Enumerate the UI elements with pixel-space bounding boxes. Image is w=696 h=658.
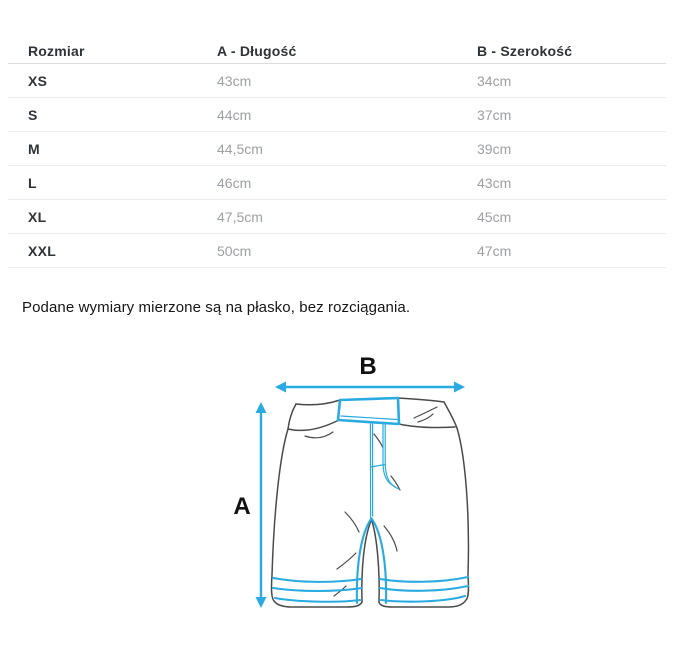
width-label: B (359, 353, 377, 380)
width-cell: 34cm (477, 72, 512, 89)
column-header-a-dlugosc: A - Długość (217, 42, 297, 59)
width-arrow (275, 382, 465, 393)
fly-stitch (370, 424, 399, 518)
length-cell: 43cm (217, 72, 252, 89)
table-row (8, 132, 666, 166)
table-row (8, 234, 666, 268)
table-row (8, 166, 666, 200)
size-cell: L (28, 174, 37, 191)
size-chart-table (8, 38, 666, 268)
size-cell: XXL (28, 242, 57, 259)
width-cell: 47cm (477, 242, 512, 259)
table-row (8, 200, 666, 234)
width-cell: 43cm (477, 174, 512, 191)
table-header-row (8, 38, 666, 64)
size-cell: XS (28, 72, 48, 89)
shorts-drawing (225, 350, 475, 640)
width-cell: 37cm (477, 106, 512, 123)
length-cell: 44cm (217, 106, 252, 123)
length-cell: 50cm (217, 242, 252, 259)
column-header-b-szerokosc: B - Szerokość (477, 42, 573, 59)
length-label: A (233, 493, 251, 520)
length-cell: 44,5cm (217, 140, 263, 157)
size-cell: XL (28, 208, 47, 225)
length-cell: 47,5cm (217, 208, 263, 225)
column-header-rozmiar: Rozmiar (28, 42, 85, 59)
size-cell: S (28, 106, 38, 123)
size-diagram (225, 350, 475, 640)
hem-bands (273, 577, 468, 602)
table-row (8, 64, 666, 98)
length-arrow (256, 402, 267, 608)
measurement-note: Podane wymiary mierzone są na płasko, bez rozciągania. (22, 299, 411, 316)
size-cell: M (28, 140, 40, 157)
waistband-patch (338, 398, 399, 424)
length-cell: 46cm (217, 174, 252, 191)
width-cell: 45cm (477, 208, 512, 225)
width-cell: 39cm (477, 140, 512, 157)
table-row (8, 98, 666, 132)
